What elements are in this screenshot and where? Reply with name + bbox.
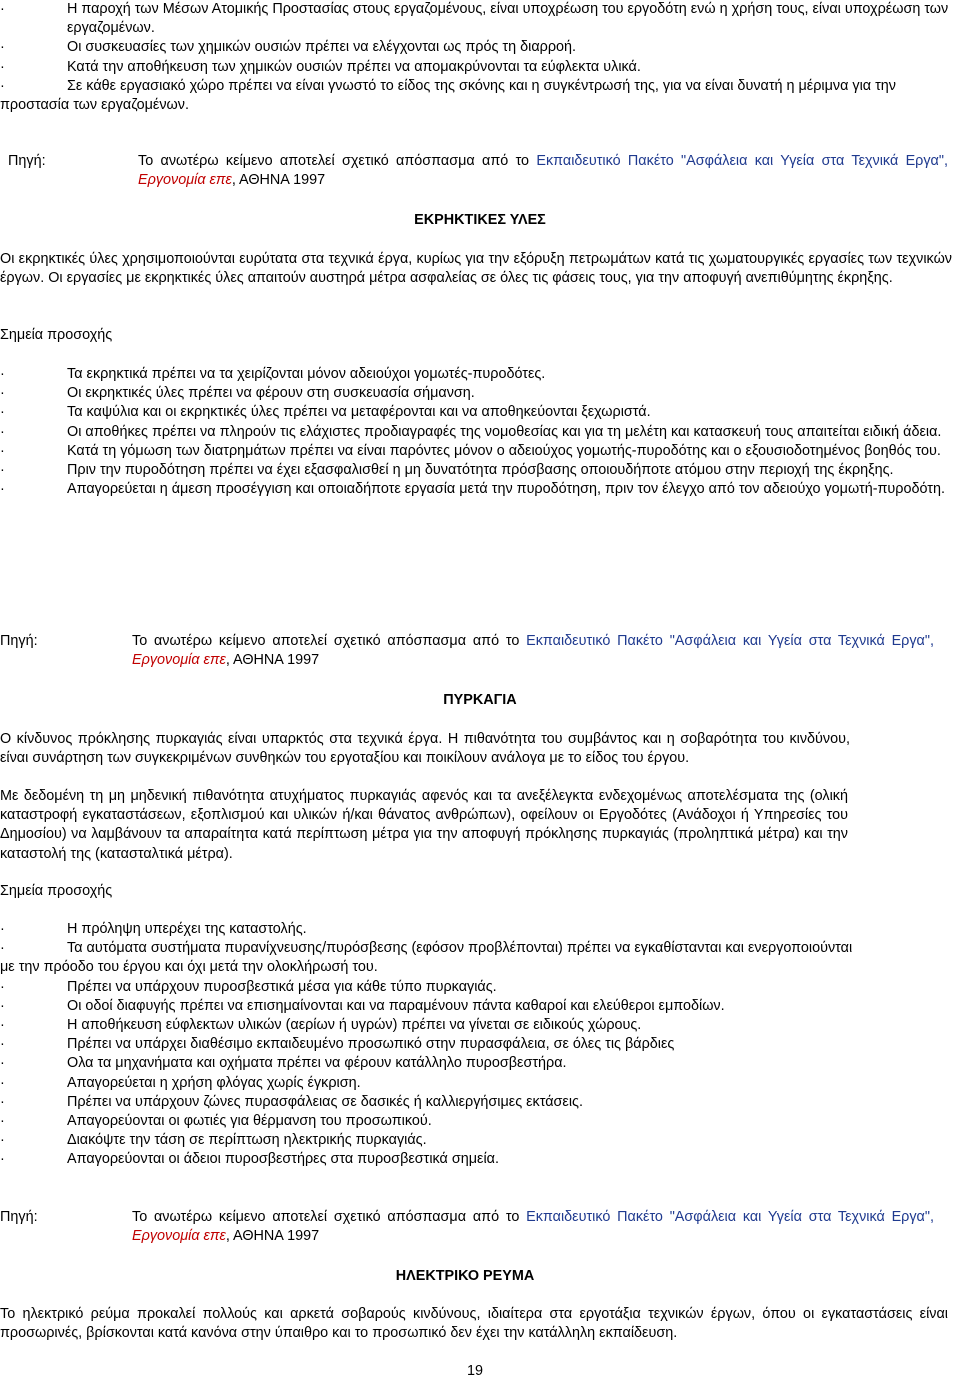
bullet-icon: · <box>0 978 5 995</box>
list-item: · Η αποθήκευση εύφλεκτων υλικών (αερίων ή υγρών) πρέπει να γίνεται σε ειδικούς χώρους. <box>0 1016 860 1035</box>
fire-bullet-list <box>0 920 860 1170</box>
list-item: · Απαγορεύεται η άμεση προσέγγιση και οποιαδήποτε εργασία μετά την πυροδότηση, πριν τον έλεγχο από τον αδειούχο γομωτή-πυροδότη. <box>0 480 960 499</box>
source-label: Πηγή: <box>0 1209 38 1225</box>
source-publisher: Εργονομία επε <box>132 1228 226 1245</box>
source-link[interactable]: Εκπαιδευτικό Πακέτο "Ασφάλεια και Υγεία στα Τεχνικά Εργα", <box>536 153 948 169</box>
list-item: · Πρέπει να υπάρχουν πυροσβεστικά μέσα για κάθε τύπο πυρκαγιάς. <box>0 978 860 997</box>
bullet-icon: · <box>0 423 5 440</box>
bullet-icon: · <box>0 77 5 94</box>
source-text: Το ανωτέρω κείμενο αποτελεί σχετικό απόσπασμα από το Εκπαιδευτικό Πακέτο "Ασφάλεια και Υγεία στα Τεχνικά Εργα", Εργονομία επε, ΑΘΗΝΑ 1997 <box>138 153 948 189</box>
explosives-paragraph: Οι εκρηκτικές ύλες χρησιμοποιούνται ευρύτατα στα τεχνικά έργα, κυρίως για την εξόρυξη πετρωμάτων κατά τις χωματουργικές εργασίες των τεχνικών έργων. Οι εργασίες με εκρηκτικές ύλες απαιτούν αυστηρά μέτρα ασφαλείας σε όλες τις φάσεις τους, για την αποφυγή ανεπιθύμητης έκρηξης. <box>0 251 952 287</box>
bullet-icon: · <box>0 404 5 421</box>
bullet-icon: · <box>0 58 5 75</box>
list-item: · Οι οδοί διαφυγής πρέπει να επισημαίνονται και να παραμένουν πάντα καθαροί και ελεύθεροι εμποδίων. <box>0 997 860 1016</box>
explosives-bullet-list <box>0 365 960 499</box>
bullet-icon: · <box>0 481 5 498</box>
list-item: · Τα καψύλια και οι εκρηκτικές ύλες πρέπει να μεταφέρονται και να αποθηκεύονται ξεχωριστά. <box>0 403 960 422</box>
list-item: · Απαγορεύονται οι φωτιές για θέρμανση του προσωπικού. <box>0 1112 860 1131</box>
list-item: · Οι αποθήκες πρέπει να πληρούν τις ελάχιστες προδιαγραφές της νομοθεσίας και για τη μελέτη και κατασκευή τους απαιτείται ειδική άδεια. <box>0 423 960 442</box>
bullet-icon: · <box>0 462 5 479</box>
electric-paragraph: Το ηλεκτρικό ρεύμα προκαλεί πολλούς και αρκετά σοβαρούς κινδύνους, ιδιαίτερα στα εργοτάξια τεχνικών έργων, όπου οι εγκαταστάσεις είναι προσωρινές, βρίσκονται κατά κανόνα στην ύπαιθρο και το προσωπικό δεν έχει την κατάλληλη εκπαίδευση. <box>0 1306 948 1342</box>
list-item: · Διακόψτε την τάση σε περίπτωση ηλεκτρικής πυρκαγιάς. <box>0 1131 860 1150</box>
list-item: · Κατά την αποθήκευση των χημικών ουσιών πρέπει να απομακρύνονται τα εύφλεκτα υλικά. <box>0 58 960 77</box>
source-text: Το ανωτέρω κείμενο αποτελεί σχετικό απόσπασμα από το Εκπαιδευτικό Πακέτο "Ασφάλεια και Υγεία στα Τεχνικά Εργα", Εργονομία επε, ΑΘΗΝΑ 1997 <box>132 633 934 669</box>
list-item: · Η πρόληψη υπερέχει της καταστολής. <box>0 920 860 939</box>
source-label: Πηγή: <box>8 153 46 169</box>
bullet-icon: · <box>0 1093 5 1110</box>
list-item: · Τα εκρηκτικά πρέπει να τα χειρίζονται μόνον αδειούχοι γομωτές-πυροδότες. <box>0 365 960 384</box>
bullet-icon: · <box>0 1132 5 1149</box>
list-item: · Πρέπει να υπάρχει διαθέσιμο εκπαιδευμένο προσωπικό στην πυρασφάλεια, σε όλες τις βάρδιες <box>0 1035 860 1054</box>
list-item: · Η παροχή των Μέσων Ατομικής Προστασίας στους εργαζομένους, είναι υποχρέωση του εργοδότη ενώ η χρήση τους, είναι υποχρέωση των εργαζομένων. <box>0 1 949 37</box>
bullet-icon: · <box>0 921 5 937</box>
list-item: · Απαγορεύονται οι άδειοι πυροσβεστήρες στα πυροσβεστικά σημεία. <box>0 1150 860 1169</box>
bullet-icon: · <box>0 1036 5 1053</box>
bullet-icon: · <box>0 1 5 17</box>
bullet-icon: · <box>0 39 5 56</box>
list-item: · Οι εκρηκτικές ύλες πρέπει να φέρουν στη συσκευασία σήμανση. <box>0 384 960 403</box>
source-link[interactable]: Εκπαιδευτικό Πακέτο "Ασφάλεια και Υγεία στα Τεχνικά Εργα", <box>526 1209 934 1225</box>
bullet-icon: · <box>0 1017 5 1034</box>
list-item: · Απαγορεύεται η χρήση φλόγας χωρίς έγκριση. <box>0 1074 860 1093</box>
list-item: · Οι συσκευασίες των χημικών ουσιών πρέπει να ελέγχονται ως πρός τη διαρροή. <box>0 38 960 57</box>
page-number: 19 <box>466 1363 483 1379</box>
note-title-fire: Σημεία προσοχής <box>0 883 113 899</box>
source-text: Το ανωτέρω κείμενο αποτελεί σχετικό απόσπασμα από το Εκπαιδευτικό Πακέτο "Ασφάλεια και Υγεία στα Τεχνικά Εργα", Εργονομία επε, ΑΘΗΝΑ 1997 <box>132 1209 934 1245</box>
bullet-icon: · <box>0 1055 5 1072</box>
source-label: Πηγή: <box>0 633 38 649</box>
list-item: · Κατά τη γόμωση των διατρημάτων πρέπει να είναι παρόντες μόνον ο αδειούχος γομωτής-πυροδότης και ο εξουσιοδοτημένος βοηθός του. <box>0 442 960 461</box>
bullet-icon: · <box>0 366 5 382</box>
section-heading-explosives: ΕΚΡΗΚΤΙΚΕΣ ΥΛΕΣ <box>414 212 546 228</box>
bullet-icon: · <box>0 385 5 402</box>
intro-bullet-list <box>0 0 960 115</box>
bullet-icon: · <box>0 997 5 1014</box>
fire-paragraph-1: Ο κίνδυνος πρόκλησης πυρκαγιάς είναι υπαρκτός στα τεχνικά έργα. Η πιθανότητα του συμβάντος και η σοβαρότητα του κινδύνου, είναι συνάρτηση των συγκεκριμένων συνθηκών του εργοταξίου και ποικίλουν ανάλογα με το είδος του έργου. <box>0 731 850 767</box>
list-item: · Πριν την πυροδότηση πρέπει να έχει εξασφαλισθεί η μη δυνατότητα πρόσβασης οποιουδήποτε ατόμου στην περιοχή της έκρηξης. <box>0 461 960 480</box>
source-link[interactable]: Εκπαιδευτικό Πακέτο "Ασφάλεια και Υγεία στα Τεχνικά Εργα", <box>526 633 934 649</box>
bullet-icon: · <box>0 1074 5 1091</box>
section-heading-fire: ΠΥΡΚΑΓΙΑ <box>443 692 517 708</box>
source-publisher: Εργονομία επε <box>132 652 226 669</box>
bullet-icon: · <box>0 442 5 459</box>
bullet-icon: · <box>0 1113 5 1130</box>
section-heading-electric: ΗΛΕΚΤΡΙΚΟ ΡΕΥΜΑ <box>395 1268 535 1284</box>
bullet-icon: · <box>0 1151 5 1168</box>
list-item: · Σε κάθε εργασιακό χώρο πρέπει να είναι γνωστό το είδος της σκόνης και η συγκέντρωσή της, για να είναι δυνατή η μέριμνα για την προστασία των εργαζομένων. <box>0 77 897 114</box>
note-title-explosives: Σημεία προσοχής <box>0 327 113 343</box>
fire-paragraph-2: Με δεδομένη τη μη μηδενική πιθανότητα ατυχήματος πυρκαγιάς αφενός και τα ανεξέλεγκτα ενδεχομένως αποτελέσματα της (ολική καταστροφή εγκαταστάσεων, εξοπλισμού και υλικών ή/και θάνατος ανθρώπων), οφείλουν οι Εργοδότες (Ανάδοχοι ή Υπηρεσίες του Δημοσίου) να λαμβάνουν τα απαραίτητα κατά περίπτωση μέτρα για την αποφυγή πρόκλησης πυρκαγιάς (προληπτικά μέτρα) και την καταστολή της (κατασταλτικά μέτρα). <box>0 788 848 862</box>
bullet-icon: · <box>0 940 5 957</box>
source-publisher: Εργονομία επε <box>138 172 232 189</box>
list-item: · Τα αυτόματα συστήματα πυρανίχνευσης/πυρόσβεσης (εφόσον προβλέπονται) πρέπει να εγκαθίστανται και ενεργοποιούνται με την πρόοδο του έργου και όχι μετά την ολοκλήρωσή του. <box>0 940 853 976</box>
list-item: · Ολα τα μηχανήματα και οχήματα πρέπει να φέρουν κατάλληλο πυροσβεστήρα. <box>0 1054 860 1073</box>
list-item: · Πρέπει να υπάρχουν ζώνες πυρασφάλειας σε δασικές ή καλλιεργήσιμες εκτάσεις. <box>0 1093 860 1112</box>
